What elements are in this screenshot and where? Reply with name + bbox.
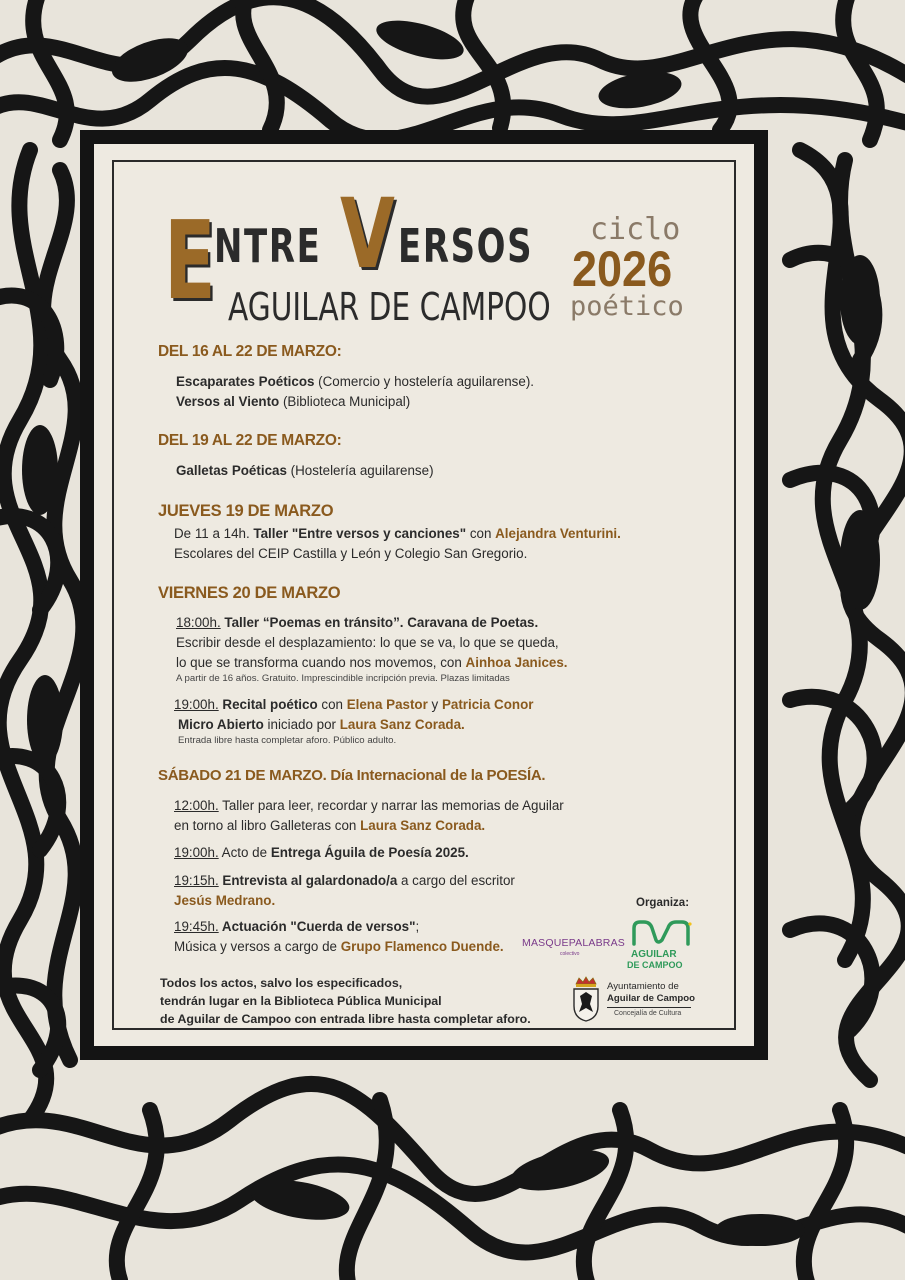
- s5-l1: Taller para leer, recordar y narrar las memorias de Aguilar: [218, 798, 564, 813]
- s4-b1: Taller “Poemas en tránsito”. Caravana de Poetas.: [220, 615, 539, 630]
- s4-l3-gold: Ainhoa Janices.: [465, 655, 568, 670]
- s4-line-4: [174, 697, 533, 712]
- section-header-4: VIERNES 20 DE MARZO: [158, 584, 341, 602]
- s5-l7-a: Música y versos a cargo de: [174, 939, 341, 954]
- s4-l4-gold2: Patricia Conor: [441, 697, 534, 712]
- s1-l2-rest: (Biblioteca Municipal): [279, 394, 411, 409]
- s5-time-3: 19:15h.: [174, 873, 219, 888]
- footer-line-1: Todos los actos, salvo los especificados,: [160, 976, 403, 990]
- s5-time-4: 19:45h.: [174, 919, 219, 934]
- s4-time-2: 19:00h.: [174, 697, 219, 712]
- s5-line-6: [174, 919, 419, 934]
- s5-time-1: 12:00h.: [174, 798, 219, 813]
- s3-l1-gold: Alejandra Venturini.: [495, 526, 621, 541]
- s4-l3-a: lo que se transforma cuando nos movemos, con: [176, 655, 466, 670]
- s4-line-1: [176, 615, 538, 630]
- s1-l1-bold: Escaparates Poéticos: [176, 374, 315, 389]
- s3-l1-a: De 11 a 14h.: [174, 526, 254, 541]
- s4-l5-a: iniciado por: [263, 717, 340, 732]
- section-header-1: DEL 16 AL 22 DE MARZO:: [158, 343, 342, 360]
- s4-line-2: Escribir desde el desplazamiento: lo que se va, lo que se queda,: [176, 635, 559, 650]
- title-letter-v: V: [340, 178, 395, 290]
- footer-line-3: de Aguilar de Campoo con entrada libre hasta completar aforo.: [160, 1012, 531, 1026]
- s5-l3-a: Acto de: [218, 845, 271, 860]
- s4-note-2: Entrada libre hasta completar aforo. Público adulto.: [178, 735, 397, 746]
- s5-l2-gold: Laura Sanz Corada.: [360, 818, 486, 833]
- s5-l4-bold: Entrevista al galardonado/a: [218, 873, 398, 888]
- s4-l4-gold1: Elena Pastor: [346, 697, 428, 712]
- ayto-divider: [607, 1007, 691, 1008]
- s1-line-2: [176, 394, 410, 409]
- s5-l6-a: ;: [415, 919, 420, 934]
- aguilar-logo-mark-icon: [630, 918, 692, 948]
- s4-l5-bold: Micro Abierto: [178, 717, 264, 732]
- section-header-5: SÁBADO 21 DE MARZO. Día Internacional de la POESÍA.: [158, 767, 546, 784]
- ayto-line-3: Concejalía de Cultura: [614, 1010, 682, 1017]
- s5-l2-a: en torno al libro Galleteras con: [174, 818, 361, 833]
- masquepalabras-sub: colectivo: [560, 951, 580, 957]
- s5-l6-bold: Actuación "Cuerda de versos": [218, 919, 416, 934]
- s2-line-1: [176, 463, 434, 478]
- organiza-label: Organiza:: [636, 897, 690, 909]
- section-header-2: DEL 19 AL 22 DE MARZO:: [158, 432, 342, 449]
- title-subtitle: AGUILAR DE CAMPOO: [228, 285, 551, 329]
- s5-line-5: Jesús Medrano.: [174, 893, 276, 908]
- title-letter-e: E: [164, 199, 216, 324]
- s4-l4-a: con: [317, 697, 347, 712]
- title-ntre: NTRE: [214, 219, 322, 273]
- s5-l7-gold: Grupo Flamenco Duende.: [340, 939, 504, 954]
- s1-line-1: [176, 374, 534, 389]
- s4-note-1: A partir de 16 años. Gratuito. Imprescindible incripción previa. Plazas limitadas: [176, 673, 510, 684]
- s5-line-3: [174, 845, 469, 860]
- s4-l5-gold: Laura Sanz Corada.: [339, 717, 465, 732]
- s3-line-1: [174, 526, 621, 541]
- title-ciclo: ciclo: [590, 212, 681, 247]
- s5-line-4: [174, 873, 515, 888]
- coat-of-arms-icon: [571, 976, 601, 1022]
- title-year: 2026: [572, 241, 673, 297]
- s1-l1-rest: (Comercio y hostelería aguilarense).: [314, 374, 535, 389]
- s4-line-5: [178, 717, 465, 732]
- s5-line-7: [174, 939, 504, 954]
- s3-l1-bold: Taller "Entre versos y canciones": [253, 526, 467, 541]
- s2-l1-bold: Galletas Poéticas: [176, 463, 287, 478]
- s5-l4-a: a cargo del escritor: [397, 873, 515, 888]
- aguilar-logo-line-1: AGUILAR: [631, 949, 677, 960]
- s4-l4-b: y: [427, 697, 442, 712]
- s4-time-1: 18:00h.: [176, 615, 221, 630]
- s4-line-3: [176, 655, 568, 670]
- ayto-line-2: Aguilar de Campoo: [607, 993, 695, 1004]
- footer-line-2: tendrán lugar en la Biblioteca Pública Municipal: [160, 994, 442, 1008]
- s1-l2-bold: Versos al Viento: [176, 394, 280, 409]
- s4-b2: Recital poético: [218, 697, 318, 712]
- s3-line-2: Escolares del CEIP Castilla y León y Colegio San Gregorio.: [174, 546, 528, 561]
- ayto-line-1: Ayuntamiento de: [607, 981, 679, 992]
- s5-time-2: 19:00h.: [174, 845, 219, 860]
- aguilar-logo-line-2: DE CAMPOO: [627, 960, 683, 970]
- s5-line-2: [174, 818, 485, 833]
- section-header-3: JUEVES 19 DE MARZO: [158, 502, 334, 520]
- masquepalabras-text: MASQUEPALABRAS: [522, 937, 625, 949]
- s3-l1-b: con: [466, 526, 496, 541]
- s2-l1-rest: (Hostelería aguilarense): [286, 463, 434, 478]
- title-poetico: poético: [570, 291, 684, 322]
- s5-line-1: [174, 798, 564, 813]
- title-ersos: ERSOS: [398, 219, 534, 273]
- s5-l3-bold: Entrega Águila de Poesía 2025.: [270, 845, 469, 860]
